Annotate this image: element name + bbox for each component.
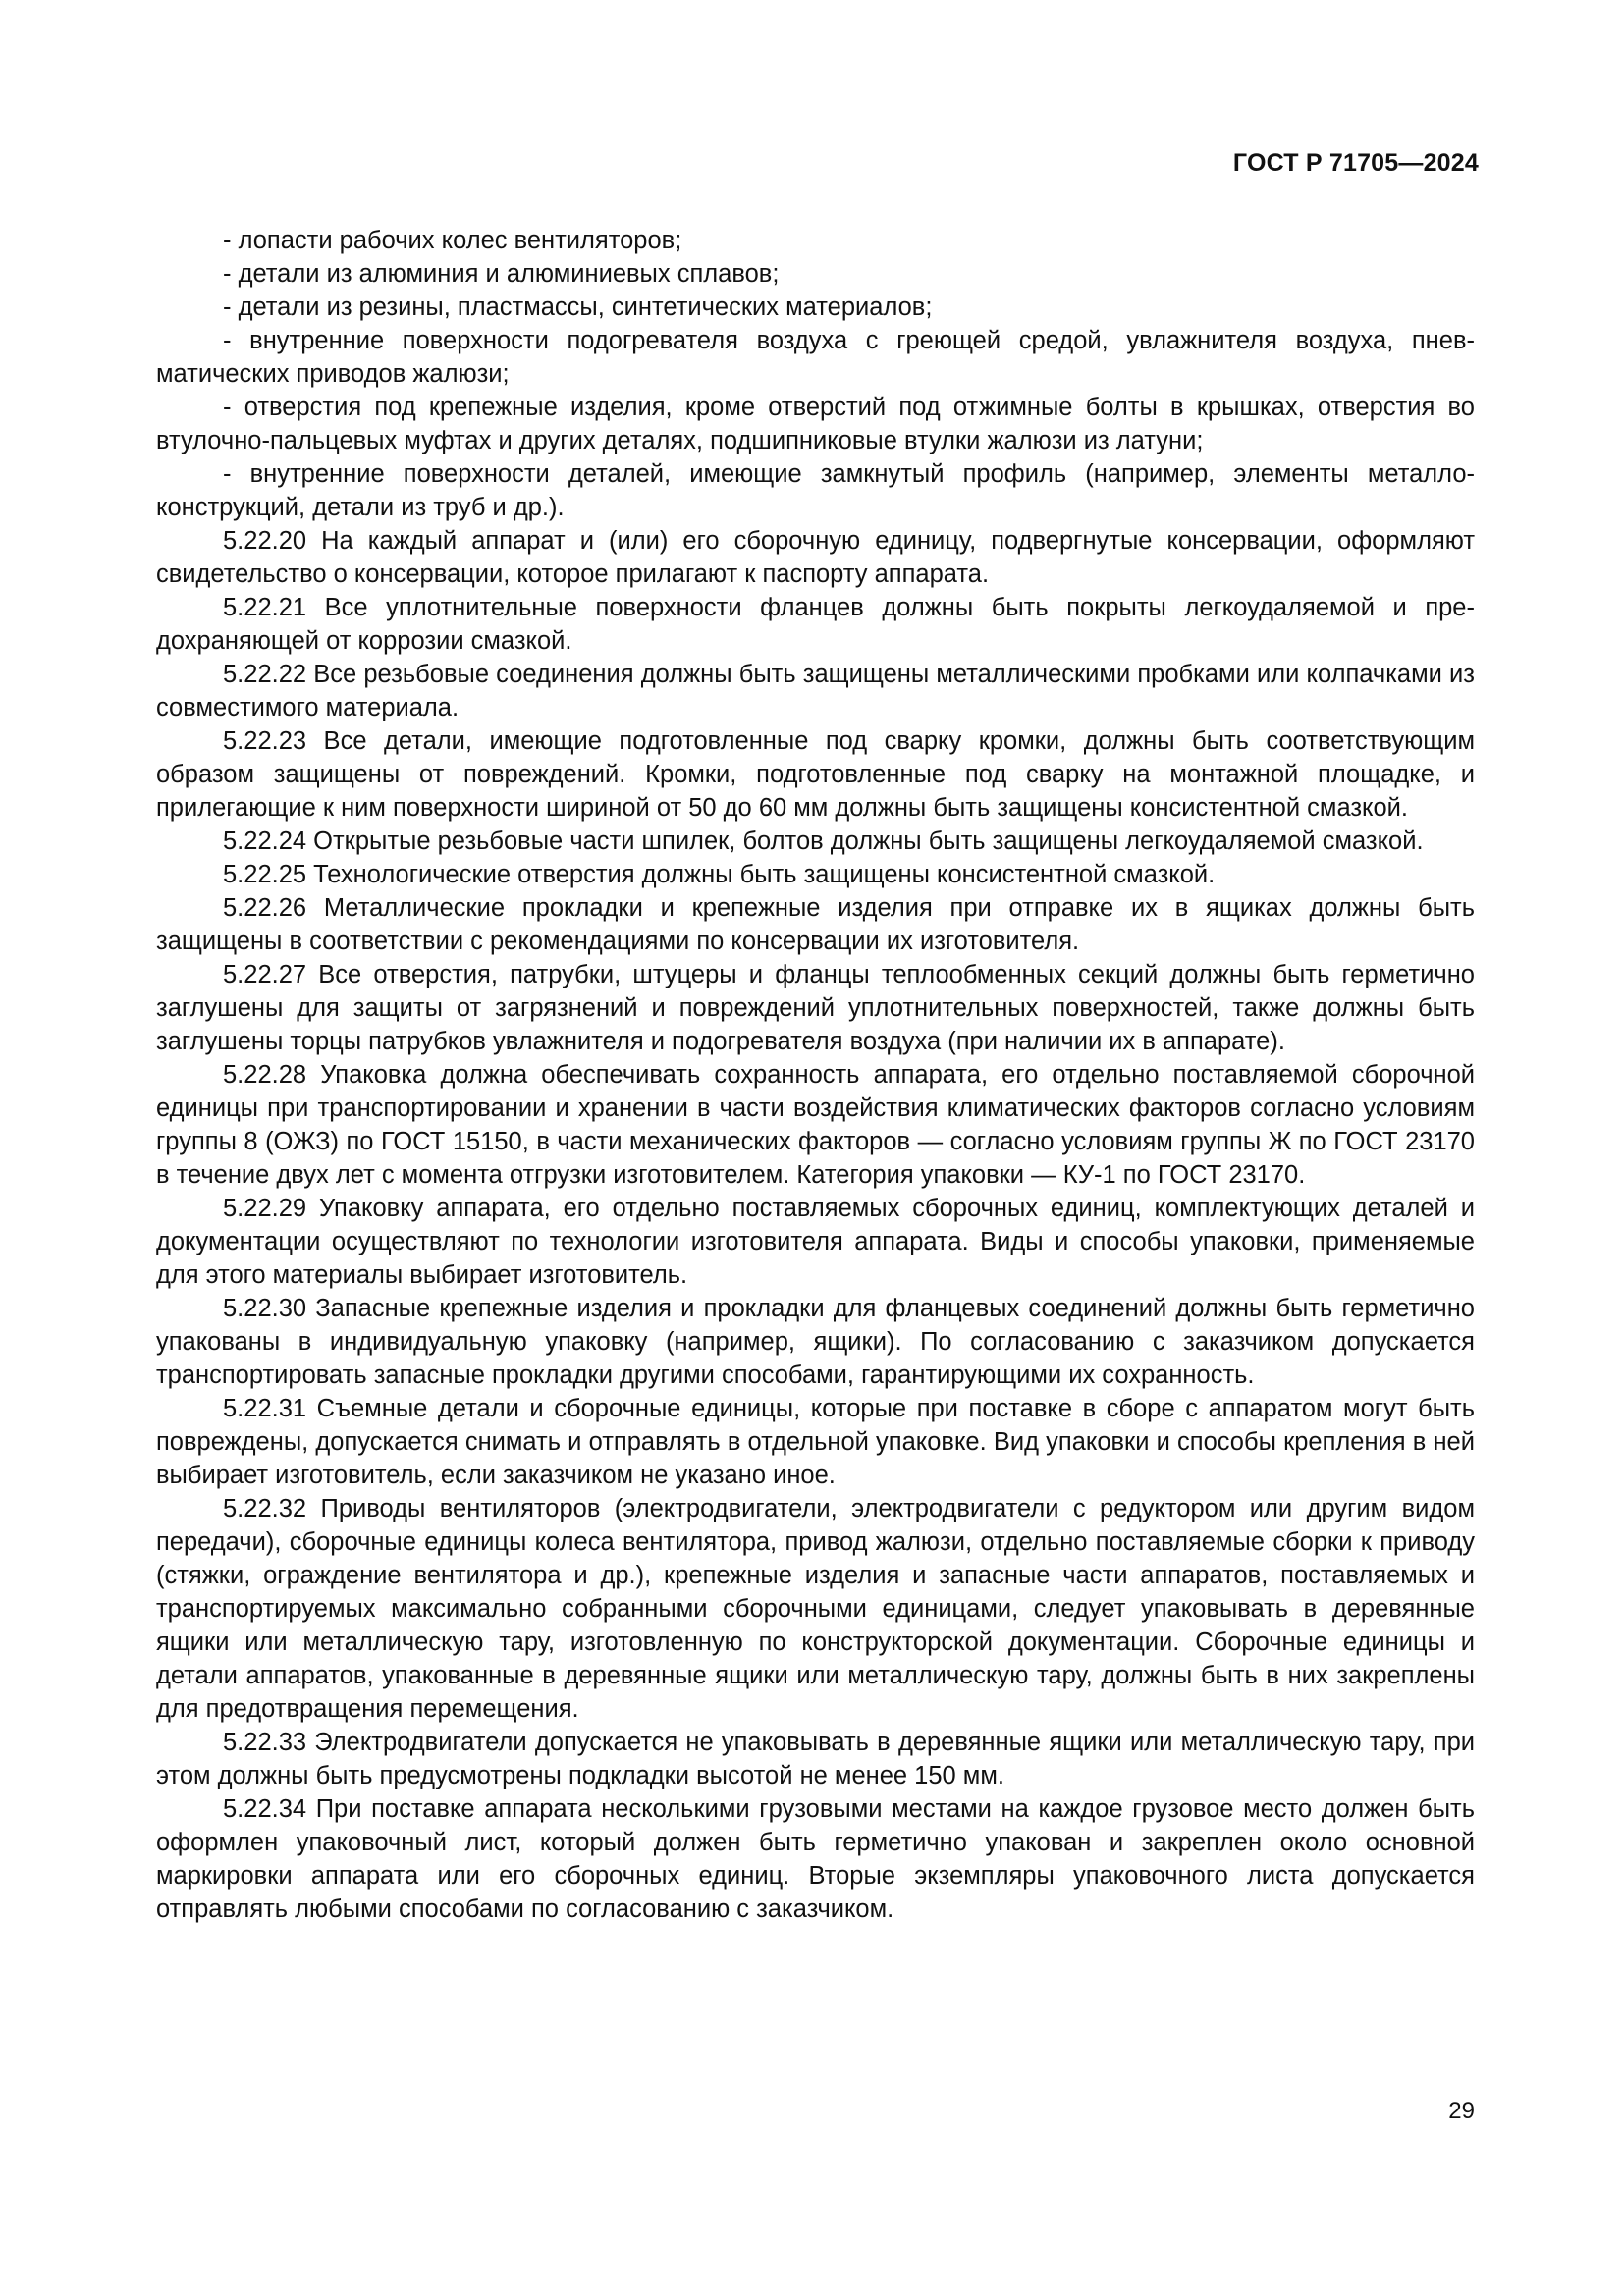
list-item: - внутренние поверхности деталей, имеющие замкнутый профиль (например, элементы металлоконструкций, детали из труб и др.).	[156, 460, 1475, 521]
clause-5-22-27: 5.22.27 Все отверстия, патрубки, штуцеры и фланцы теплообменных секций должны быть герметично заглушены для защиты от загрязнений и повреждений уплотнительных поверхностей, также должны быть заглушены торцы патрубков увлажнителя и подогревателя воздуха (при наличии их в аппарате).	[156, 961, 1475, 1055]
clause-5-22-21: 5.22.21 Все уплотнительные поверхности фланцев должны быть покрыты легкоудаляемой и предохраняющей от коррозии смазкой.	[156, 594, 1475, 655]
document-body	[156, 224, 1475, 1926]
page-number: 29	[1448, 2098, 1475, 2124]
clause-5-22-32: 5.22.32 Приводы вентиляторов (электродвигатели, электродвигатели с редуктором или другим видом передачи), сборочные единицы колеса вентилятора, привод жалюзи, отдельно поставляемые сборки к приводу (стяжки, ограждение вентилятора и др.), крепежные изделия и запасные части аппаратов, поставляемых и транспортируемых максимально собранными сборочными единицами, следует упаковывать в деревянные ящики или металлическую тару, изготовленную по конструкторской документации. Сборочные единицы и детали аппаратов, упакованные в деревянные ящики или металлическую тару, должны быть в них закреплены для предотвращения перемещения.	[156, 1495, 1475, 1723]
list-item: - отверстия под крепежные изделия, кроме отверстий под отжимные болты в крышках, отверстия во втулочно-пальцевых муфтах и других деталях, подшипниковые втулки жалюзи из латуни;	[156, 394, 1475, 454]
list-item: - детали из резины, пластмассы, синтетических материалов;	[223, 294, 933, 321]
clause-5-22-29: 5.22.29 Упаковку аппарата, его отдельно поставляемых сборочных единиц, комплектующих деталей и документации осуществляют по технологии изготовителя аппарата. Виды и способы упаковки, применяемые для этого материалы выбирает изготовитель.	[156, 1195, 1475, 1289]
clause-5-22-26: 5.22.26 Металлические прокладки и крепежные изделия при отправке их в ящиках должны быть защищены в соответствии с рекомендациями по консервации их изготовителя.	[156, 894, 1475, 955]
clause-5-22-25: 5.22.25 Технологические отверстия должны быть защищены консистентной смазкой.	[223, 861, 1216, 888]
standard-id: ГОСТ Р 71705—2024	[1232, 149, 1479, 177]
clause-5-22-22: 5.22.22 Все резьбовые соединения должны быть защищены металлическими пробками или колпачками из совместимого материала.	[156, 661, 1475, 721]
clause-5-22-30: 5.22.30 Запасные крепежные изделия и прокладки для фланцевых соединений должны быть герметично упакованы в индивидуальную упаковку (например, ящики). По согласованию с заказчиком допускается транспортировать запасные прокладки другими способами, гарантирующими их сохранность.	[156, 1295, 1475, 1389]
clause-5-22-23: 5.22.23 Все детали, имеющие подготовленные под сварку кромки, должны быть соответствующим образом защищены от повреждений. Кромки, подготовленные под сварку на монтажной площадке, и прилегающие к ним поверхности шириной от 50 до 60 мм должны быть защищены консистентной смазкой.	[156, 727, 1475, 822]
clause-5-22-28: 5.22.28 Упаковка должна обеспечивать сохранность аппарата, его отдельно поставляемой сборочной единицы при транспортировании и хранении в части воздействия климатических факторов согласно условиям группы 8 (ОЖЗ) по ГОСТ 15150, в части механических факторов — согласно условиям группы Ж по ГОСТ 23170 в течение двух лет с момента отгрузки изготовителем. Категория упаковки — КУ-1 по ГОСТ 23170.	[156, 1061, 1475, 1189]
clause-5-22-31: 5.22.31 Съемные детали и сборочные единицы, которые при поставке в сборе с аппаратом могут быть повреждены, допускается снимать и отправлять в отдельной упаковке. Вид упаковки и способы крепления в ней выбирает изготовитель, если заказчиком не указано иное.	[156, 1395, 1475, 1489]
document-header	[1233, 149, 1479, 178]
list-item: - лопасти рабочих колес вентиляторов;	[223, 227, 682, 254]
clause-5-22-24: 5.22.24 Открытые резьбовые части шпилек, болтов должны быть защищены легкоудаляемой смазкой.	[223, 828, 1424, 855]
list-item: - детали из алюминия и алюминиевых сплавов;	[223, 260, 780, 288]
clause-5-22-20: 5.22.20 На каждый аппарат и (или) его сборочную единицу, подвергнутые консервации, оформляют свидетельство о консервации, которое прилагают к паспорту аппарата.	[156, 527, 1475, 588]
list-item: - внутренние поверхности подогревателя воздуха с греющей средой, увлажнителя воздуха, пневматических приводов жалюзи;	[156, 327, 1475, 388]
clause-5-22-34: 5.22.34 При поставке аппарата несколькими грузовыми местами на каждое грузовое место должен быть оформлен упаковочный лист, который должен быть герметично упакован и закреплен около основной маркировки аппарата или его сборочных единиц. Вторые экземпляры упаковочного листа допускается отправлять любыми способами по согласованию с заказчиком.	[156, 1795, 1475, 1923]
clause-5-22-33: 5.22.33 Электродвигатели допускается не упаковывать в деревянные ящики или металлическую тару, при этом должны быть предусмотрены подкладки высотой не менее 150 мм.	[156, 1729, 1475, 1789]
